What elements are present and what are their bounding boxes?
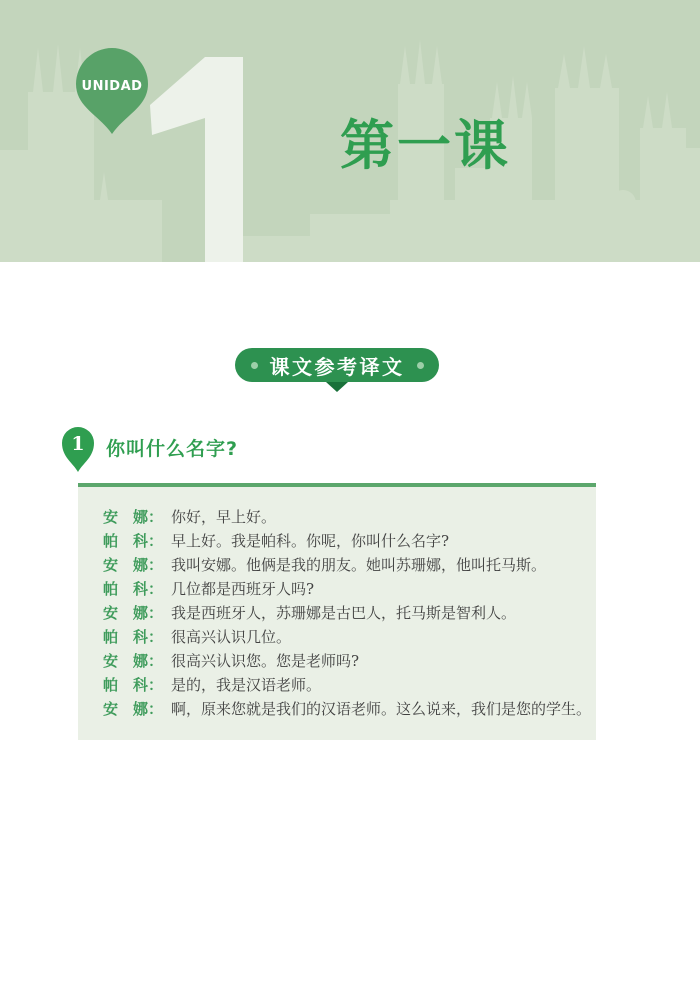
dialogue-line: 啊，原来您就是我们的汉语老师。这么说来，我们是您的学生。 <box>171 700 592 718</box>
dialogue-row <box>103 697 592 721</box>
speaker-name: 安 娜： <box>103 556 164 574</box>
dialogue-line: 早上好。我是帕科。你呢，你叫什么名字? <box>171 532 450 550</box>
speaker-name: 帕 科： <box>103 532 164 550</box>
dialogue-row <box>103 673 571 697</box>
badge-arrow-icon <box>326 382 348 392</box>
speaker-name: 安 娜： <box>103 652 164 670</box>
speaker-name: 帕 科： <box>103 628 164 646</box>
dialogue-row <box>103 649 571 673</box>
dialogue-row <box>103 505 571 529</box>
unit-label: UNIDAD <box>81 79 143 94</box>
unit-header-banner <box>0 0 700 262</box>
section-header <box>60 426 700 474</box>
dialogue-box <box>78 483 596 740</box>
dialogue-line: 几位都是西班牙人吗? <box>171 580 315 598</box>
badge-left-dot-icon <box>251 362 258 369</box>
section-number-pin <box>60 426 96 474</box>
badge-pill <box>235 348 439 382</box>
badge-label: 课文参考译文 <box>269 354 405 379</box>
unit-pin <box>72 44 152 136</box>
dialogue-row <box>103 625 571 649</box>
dialogue-line: 是的，我是汉语老师。 <box>171 676 322 694</box>
dialogue-line: 很高兴认识几位。 <box>171 628 292 646</box>
unit-number-numeral <box>150 57 243 262</box>
dialogue-row <box>103 529 571 553</box>
section-title: 你叫什么名字? <box>106 438 239 460</box>
speaker-name: 安 娜： <box>103 508 164 526</box>
speaker-name: 安 娜： <box>103 604 164 622</box>
dialogue-line: 很高兴认识您。您是老师吗? <box>171 652 360 670</box>
dialogue-row <box>103 601 571 625</box>
lesson-title: 第一课 <box>340 114 511 177</box>
dialogue-row <box>103 553 571 577</box>
dialogue-row <box>103 577 571 601</box>
dialogue-line: 我是西班牙人，苏珊娜是古巴人，托马斯是智利人。 <box>171 604 517 622</box>
speaker-name: 安 娜： <box>103 700 164 718</box>
speaker-name: 帕 科： <box>103 676 164 694</box>
dialogue-line: 我叫安娜。他俩是我的朋友。她叫苏珊娜，他叫托马斯。 <box>171 556 547 574</box>
speaker-name: 帕 科： <box>103 580 164 598</box>
translation-badge <box>0 348 687 392</box>
badge-right-dot-icon <box>417 362 424 369</box>
dialogue-line: 你好，早上好。 <box>171 508 277 526</box>
section-number: 1 <box>71 433 85 455</box>
